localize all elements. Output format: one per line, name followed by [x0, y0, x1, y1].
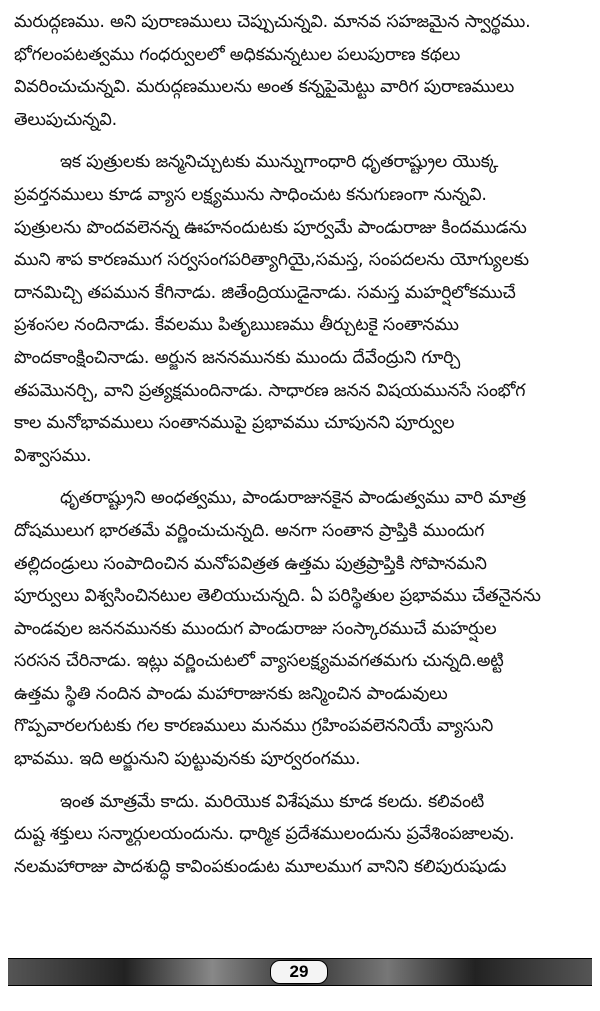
text-line: ఉత్తమ స్థితి నందిన పాండు మహారాజునకు జన్మించిన పాండువులు: [14, 683, 448, 704]
text-line: భావము. ఇది అర్జునుని పుట్టువునకు పూర్వరంగము.: [14, 749, 361, 770]
text-line: భోగలంపటత్వము గంధర్వులలో అధికమన్నటుల పలుపురాణ కథలు: [14, 44, 461, 65]
text-line: దోషములుగ భారతమే వర్ణించుచున్నది. అనగా సంతాన ప్రాప్తికి ముందుగ: [14, 520, 485, 541]
text-line: గొప్పవారలగుటకు గల కారణములు మనము గ్రహింపవలెననియే వ్యాసుని: [14, 716, 494, 737]
text-line: పొందకాంక్షించినాడు. అర్జున జననమునకు ముందు దేవేంద్రుని గూర్చి: [14, 347, 461, 368]
text-line: వివరించుచున్నవి. మరుద్గణములను అంత కన్నపైమెట్టు వారిగ పురాణములు: [14, 77, 515, 98]
text-line: ఇంత మాత్రమే కాదు. మరియొక విశేషము కూడ కలదు. కలివంటి: [60, 791, 485, 812]
text-line: దానమిచ్చి తపమున కేగినాడు. జితేంద్రియుడైనాడు. సమస్త మహర్షిలోకముచే: [14, 282, 516, 303]
paragraph: [14, 482, 588, 775]
text-line: తల్లిదండ్రులు సంపాదించిన మనోపవిత్రత ఉత్తమ పుత్రప్రాప్తికి సోపానమని: [14, 553, 487, 574]
text-line: కాల మనోభావములు సంతానముపై ప్రభావము చూపునని పూర్వుల: [14, 413, 455, 434]
paragraph: [14, 146, 588, 472]
text-line: ముని శాప కారణముగ సర్వసంగపరిత్యాగియై,సమస్త, సంపదలను యోగ్యులకు: [14, 250, 529, 271]
text-line: ధృతరాష్ట్రుని అంధత్వము, పాండురాజునకైన పాండుత్వము వారి మాత్ర: [60, 488, 526, 509]
text-line: పుత్రులను పొందవలెనన్న ఊహనందుటకు పూర్వమే పాండురాజు కిందముడను: [14, 217, 527, 238]
text-line: తెలుపుచున్నవి.: [14, 109, 117, 130]
text-line: మరుద్గణము. అని పురాణములు చెప్పుచున్నవి. మానవ సహజమైన స్వార్థము.: [14, 12, 531, 32]
page-body: [14, 6, 588, 893]
text-line: విశ్వాసము.: [14, 445, 92, 466]
text-line: తపమొనర్చి, వాని ప్రత్యక్షమందినాడు. సాధారణ జనన విషయమునసే సంభోగ: [14, 380, 526, 401]
paragraph: [14, 6, 588, 136]
text-line: సరసన చేరినాడు. ఇట్లు వర్ణించుటలో వ్యాసలక్ష్యమవగతమగు చున్నది.అట్టి: [14, 651, 504, 672]
text-line: ప్రశంసల నందినాడు. కేవలము పితృఋణము తీర్చుటకై సంతానము: [14, 315, 459, 336]
text-line: ఇక పుత్రులకు జన్మనిచ్చుటకు మున్నుగాంధారి ధృతరాష్ట్రుల యొక్క: [60, 152, 499, 173]
text-line: నలమహారాజు పాదశుద్ధి కావింపకుండుట మూలముగ వానిని కలిపురుషుడు: [14, 856, 507, 877]
text-line: ప్రవర్తనములు కూడ వ్యాస లక్ష్యమును సాధించుట కనుగుణంగా నున్నవి.: [14, 184, 487, 205]
text-line: దుష్ట శక్తులు సన్మార్గులయందును. ధార్మిక ప్రదేశములందును ప్రవేశింపజాలవు.: [14, 824, 515, 845]
text-line: పాండవుల జననమునకు ముందుగ పాండురాజు సంస్కారముచే మహర్షుల: [14, 618, 497, 639]
paragraph: [14, 786, 588, 884]
text-line: పూర్వులు విశ్వసించినటుల తెలియుచున్నది. ఏ పరిస్థితుల ప్రభావము చేతనైనను: [14, 586, 541, 607]
page-number: 29: [270, 960, 328, 984]
